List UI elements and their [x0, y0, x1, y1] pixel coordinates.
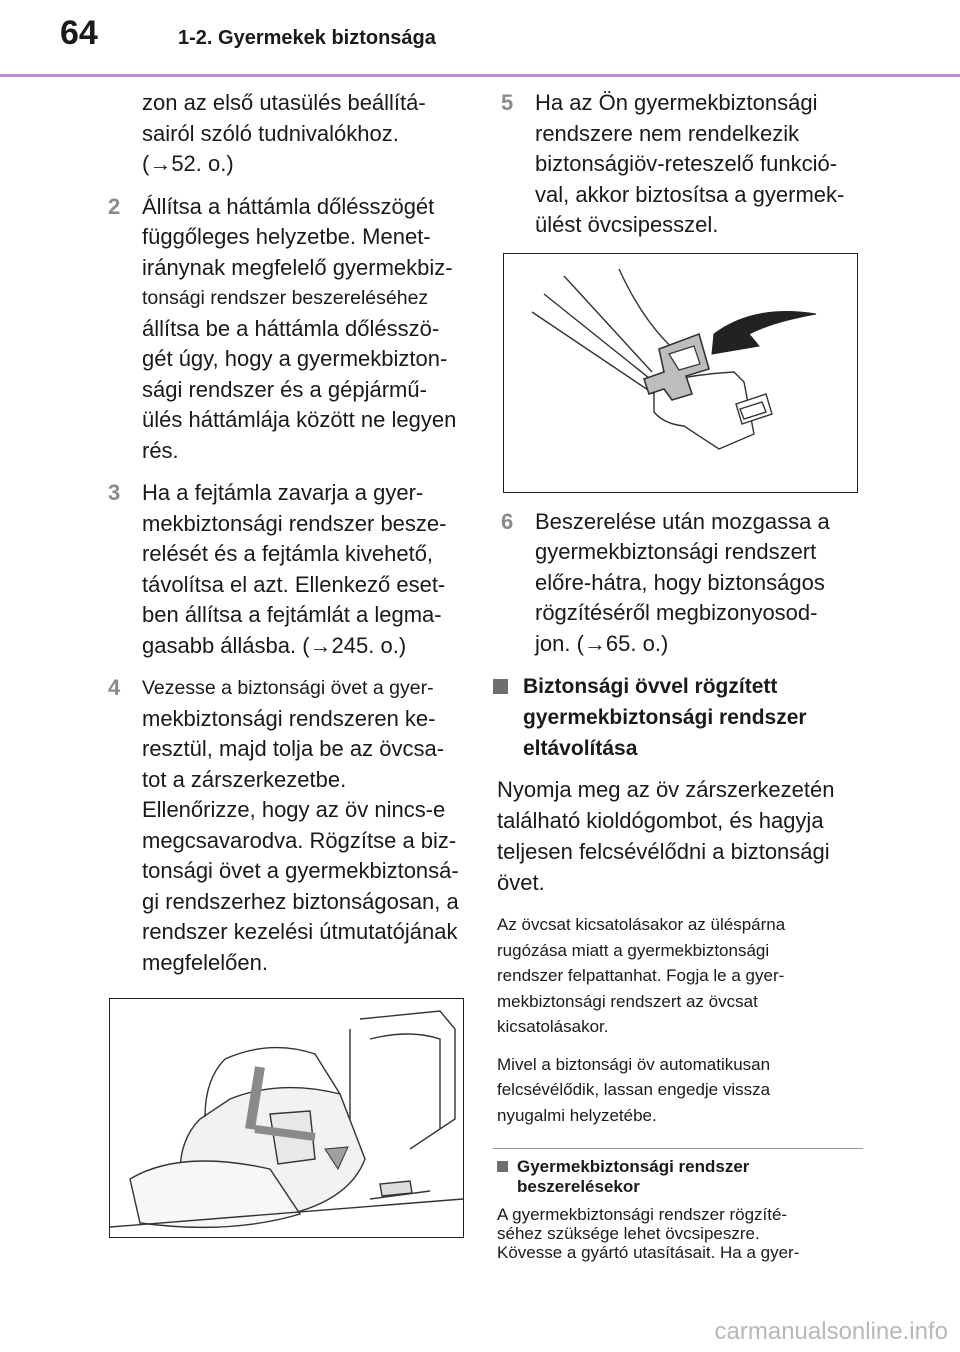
watermark: carmanualsonline.info: [714, 1318, 948, 1345]
text-line: rendszer kezelési útmutatójának: [142, 919, 458, 944]
text-line: sairól szóló tudnivalókhoz.: [142, 120, 399, 146]
text-line: A gyermekbiztonsági rendszer rögzíté-: [497, 1205, 788, 1224]
step-number: 3: [108, 480, 121, 505]
text-line: relését és a fejtámla kivehető,: [142, 541, 434, 566]
text-line: séhez szüksége lehet övcsipeszre.: [497, 1224, 760, 1243]
text-line: Nyomja meg az öv zárszerkezetén: [497, 777, 835, 802]
text-line: rendszere nem rendelkezik: [535, 120, 800, 146]
text-line: teljesen felcsévélődni a biztonsági: [497, 839, 830, 864]
text-line: Ha a fejtámla zavarja a gyer-: [142, 480, 424, 505]
divider: [493, 1148, 863, 1149]
step-5: [493, 88, 863, 241]
installation-subheading: [497, 1157, 863, 1197]
square-bullet-icon: [497, 1161, 508, 1172]
text-line: ben állítsa a fejtámlát a legma-: [142, 602, 442, 627]
note-retract: [497, 1052, 863, 1129]
heading-line: gyermekbiztonsági rendszer: [523, 706, 807, 729]
text-line: ülés háttámlája között ne legyen: [142, 407, 457, 432]
left-column: [100, 88, 465, 1238]
text-line: található kioldógombot, és hagyja: [497, 808, 824, 833]
section-title: 1-2. Gyermekek biztonsága: [178, 27, 436, 49]
text-line: rugózása miatt a gyermekbiztonsági: [497, 940, 770, 960]
text-line: mekbiztonsági rendszer besze-: [142, 510, 447, 536]
text-line: Ellenőrizze, hogy az öv nincs-e: [142, 797, 446, 822]
text-line: Mivel a biztonsági öv automatikusan: [497, 1054, 771, 1074]
text-line: felcsévélődik, lassan engedje vissza: [497, 1080, 771, 1099]
text-line: gét úgy, hogy a gyermekbizton-: [142, 346, 448, 371]
intro-continuation: [100, 88, 465, 180]
heading-line: eltávolítása: [523, 737, 638, 760]
belt-clip-drawing: [504, 254, 857, 492]
step-3: [100, 478, 465, 661]
text-line: gi rendszerhez biztonságosan, a: [142, 888, 459, 914]
step-number: 2: [108, 193, 121, 219]
text-line: (→52. o.): [142, 151, 234, 176]
text-line: Az övcsat kicsatolásakor az üléspárna: [497, 915, 786, 934]
text-line: val, akkor biztosítsa a gyermek-: [535, 181, 845, 207]
text-line: Vezesse a biztonsági övet a gyer-: [142, 677, 434, 699]
text-line: Ha az Ön gyermekbiztonsági: [535, 90, 818, 115]
step-number: 5: [501, 90, 514, 115]
text-line: tonsági övet a gyermekbiztonsá-: [142, 858, 459, 883]
removal-heading: [493, 671, 863, 764]
text-line: távolítsa el azt. Ellenkező eset-: [142, 571, 446, 597]
text-line: zon az első utasülés beállítá-: [142, 90, 426, 115]
page-header: [0, 0, 960, 80]
square-bullet-icon: [493, 679, 508, 694]
step-6: [493, 507, 863, 660]
text-line: Kövesse a gyártó utasításait. Ha a gyer-: [497, 1243, 800, 1262]
heading-line: Gyermekbiztonsági rendszer: [517, 1157, 750, 1176]
step-number: 6: [501, 508, 514, 534]
text-line: tot a zárszerkezetbe.: [142, 766, 347, 792]
text-line: rögzítéséről megbizonyosod-: [535, 600, 818, 625]
text-line: függőleges helyzetbe. Menet-: [142, 224, 431, 249]
text-line: rendszer felpattanhat. Fogja le a gyer-: [497, 966, 785, 985]
child-seat-drawing: [110, 999, 463, 1237]
text-line: megfelelően.: [142, 949, 268, 975]
text-line: nyugalmi helyzetébe.: [497, 1105, 657, 1125]
text-line: sági rendszer és a gépjármű-: [142, 376, 427, 402]
text-line: jon. (→65. o.): [535, 630, 669, 656]
heading-line: beszerelésekor: [517, 1177, 640, 1196]
header-rule: [0, 74, 960, 77]
text-line: resztül, majd tolja be az övcsa-: [142, 736, 445, 761]
text-line: mekbiztonsági rendszeren ke-: [142, 705, 436, 731]
text-line: állítsa be a háttámla dőlésszö-: [142, 315, 440, 341]
text-line: ülést övcsipesszel.: [535, 212, 719, 237]
text-line: gasabb állásba. (→245. o.): [142, 632, 407, 658]
text-line: kicsatolásakor.: [497, 1017, 609, 1036]
step-number: 4: [108, 675, 121, 700]
step-4: [100, 673, 465, 978]
text-line: biztonságiöv-reteszelő funkció-: [535, 151, 838, 176]
text-line: gyermekbiztonsági rendszert: [535, 539, 817, 564]
step-2: [100, 192, 465, 467]
text-line: Állítsa a háttámla dőlésszögét: [142, 193, 435, 219]
text-line: övet.: [497, 870, 545, 895]
right-column: [493, 88, 863, 1262]
note-unbuckling: [497, 912, 863, 1040]
text-line: iránynak megfelelő gyermekbiz-: [142, 254, 453, 280]
text-line: megcsavarodva. Rögzítse a biz-: [142, 827, 457, 853]
text-line: mekbiztonsági rendszert az övcsat: [497, 991, 758, 1011]
installation-text: [497, 1205, 863, 1262]
child-seat-illustration: [109, 998, 464, 1238]
text-line: rés.: [142, 437, 179, 463]
text-line: előre-hátra, hogy biztonságos: [535, 569, 825, 595]
page-number: 64: [60, 14, 98, 52]
heading-line: Biztonsági övvel rögzített: [523, 675, 778, 698]
belt-clip-illustration: [503, 253, 858, 493]
text-line: Beszerelése után mozgassa a: [535, 508, 830, 534]
removal-paragraph: [497, 774, 863, 898]
text-line: tonsági rendszer beszereléséhez: [142, 287, 429, 309]
